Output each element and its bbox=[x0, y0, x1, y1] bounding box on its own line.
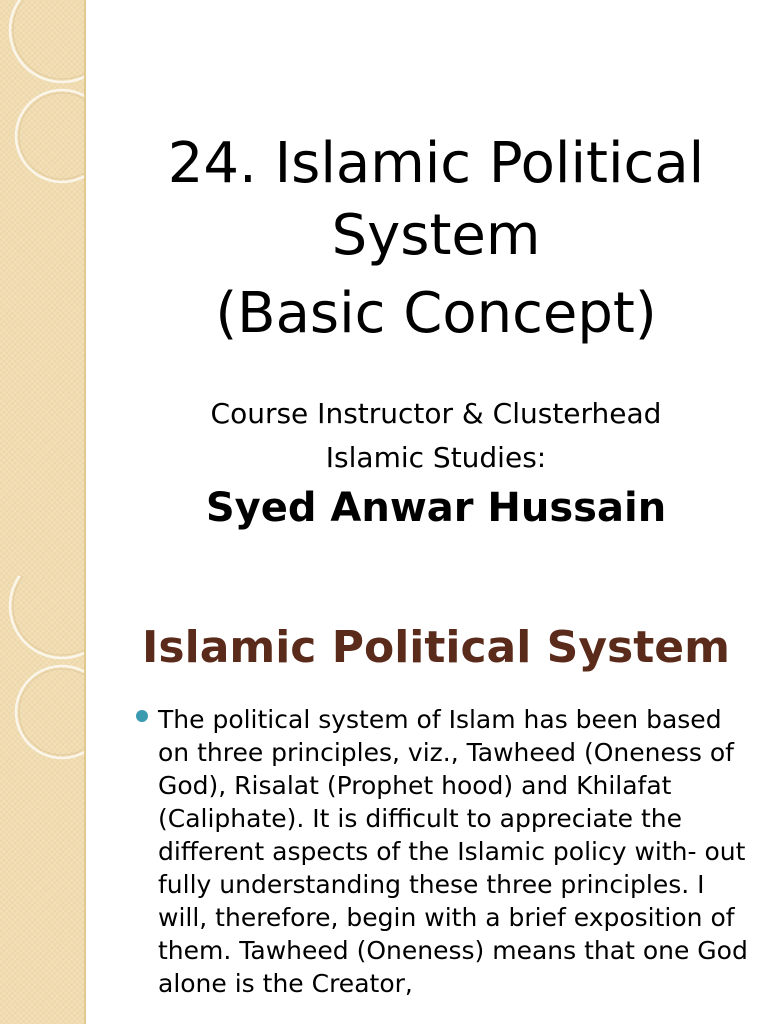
bullet-paragraph: The political system of Islam has been based on three principles, viz., Tawheed (Oneness of God), Risalat (Prophet hood) and Khilafat (Caliphate). It is difficult to appreciate the different aspects of the Islamic policy with- out fully understanding these three principles. I will, therefore, begin with a brief exposition of them. Tawheed (Oneness) means that one God alone is the Creator, bbox=[158, 705, 748, 998]
title-line-3: (Basic Concept) bbox=[215, 281, 657, 346]
decorative-side-band bbox=[0, 0, 86, 576]
content-slide-title: Islamic Political System bbox=[142, 622, 730, 673]
content-slide bbox=[0, 576, 768, 1024]
title-line-2: System bbox=[331, 203, 541, 268]
instructor-role bbox=[104, 392, 768, 480]
bullet-icon bbox=[136, 710, 148, 722]
instructor-name: Syed Anwar Hussain bbox=[205, 485, 667, 531]
decorative-rings bbox=[0, 0, 84, 576]
decorative-rings bbox=[0, 576, 84, 1024]
title-line-1: 24. Islamic Political bbox=[167, 131, 705, 196]
instructor-role-line-2: Islamic Studies: bbox=[325, 441, 547, 474]
instructor-role-line-1: Course Instructor & Clusterhead bbox=[210, 397, 662, 430]
slide-title bbox=[104, 128, 768, 350]
decorative-side-band bbox=[0, 576, 86, 1024]
